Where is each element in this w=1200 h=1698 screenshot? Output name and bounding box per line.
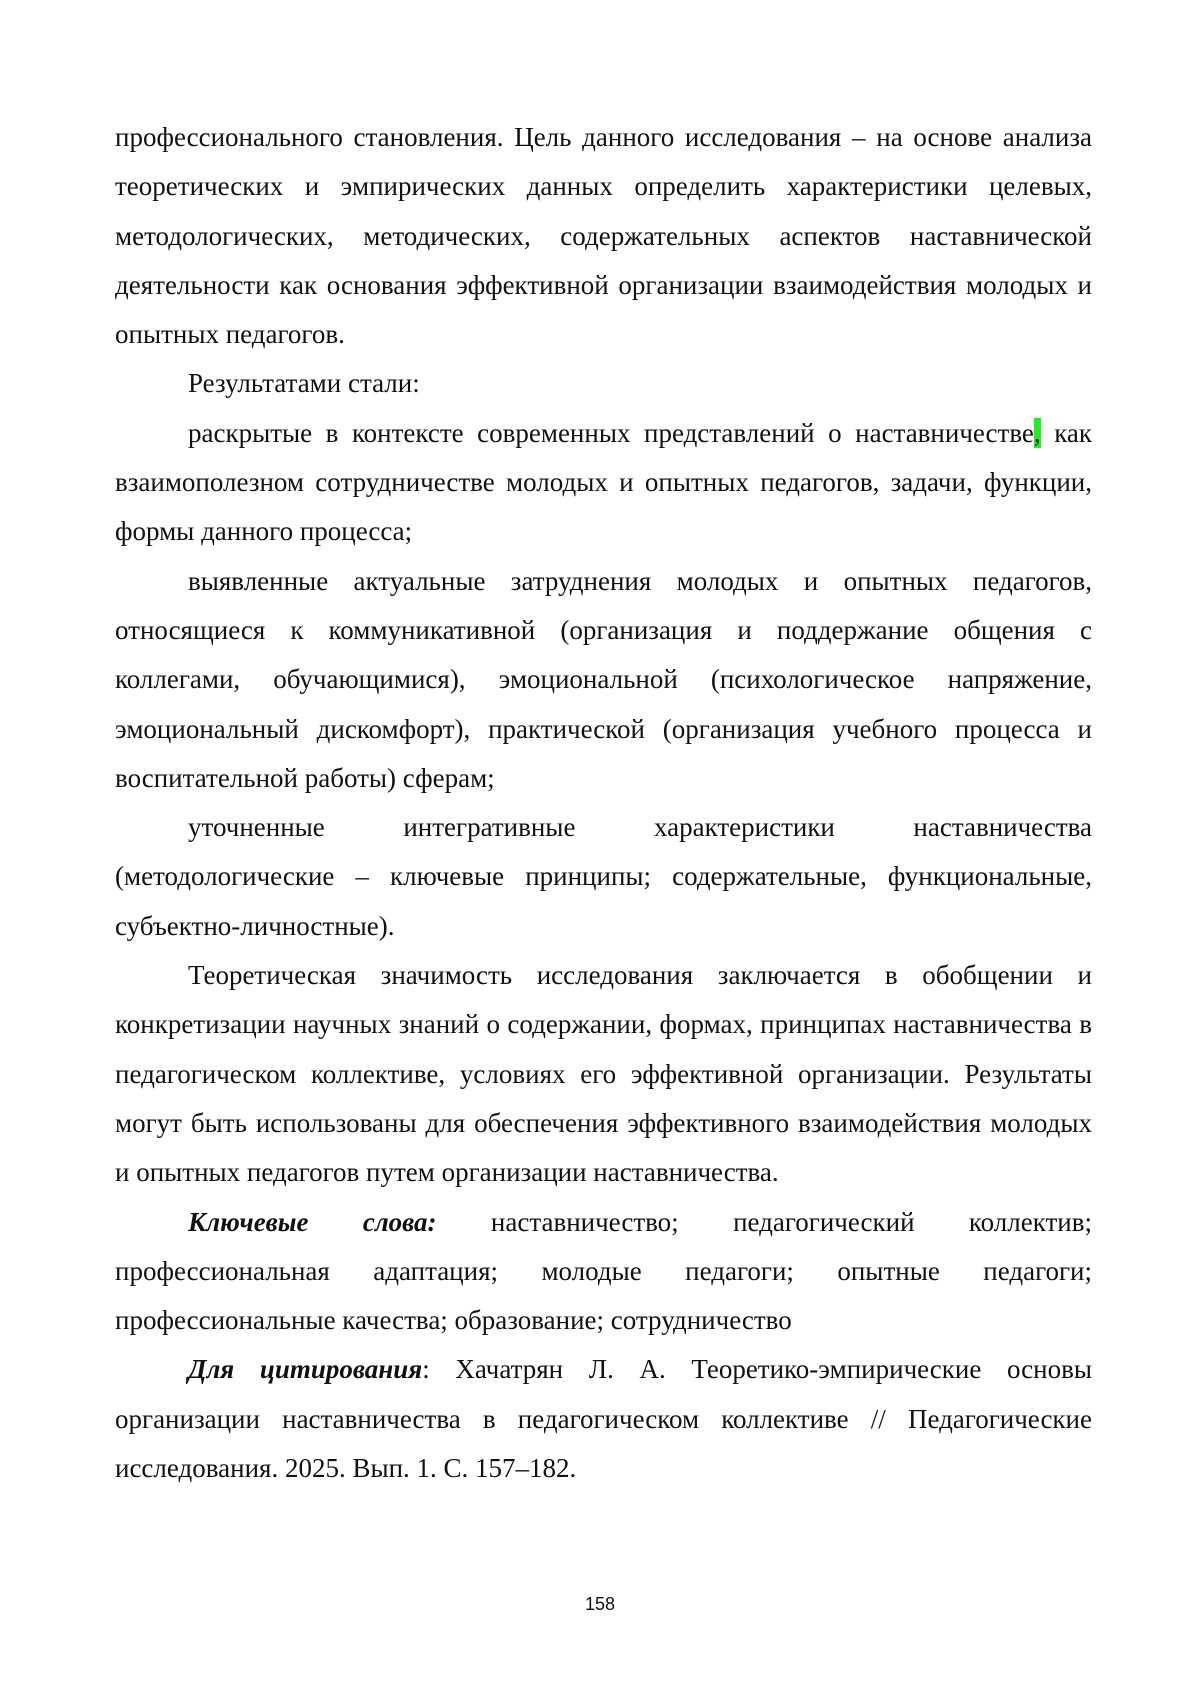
citation-label: Для цитирования bbox=[188, 1354, 423, 1385]
keywords-text: наставничество; педагогический коллектив; профессиональная адаптация; молодые педагоги; опытные педагоги; профессиональные качества; образование; сотрудничество bbox=[115, 1206, 1092, 1336]
intro-paragraph: профессионального становления. Цель данного исследования – на основе анализа теоретических и эмпирических данных определить характеристики целевых, методологических, методических, содержательных аспектов наставнической деятельности как основания эффективной организации взаимодействия молодых и опытных педагогов. bbox=[115, 122, 1092, 350]
document-page bbox=[115, 113, 1092, 1493]
keywords-label: Ключевые слова: bbox=[188, 1206, 437, 1237]
result-item-3: уточненные интегративные характеристики наставничества (методологические – ключевые принципы; содержательные, функциональные, субъектно-личностные). bbox=[115, 812, 1092, 941]
citation-paragraph bbox=[115, 1345, 1092, 1493]
result-item-1 bbox=[115, 409, 1092, 557]
result-item-1-text-end: как взаимополезном сотрудничестве молодых и опытных педагогов, задачи, функции, формы данного процесса; bbox=[115, 417, 1093, 547]
results-heading: Результатами стали: bbox=[188, 368, 420, 399]
significance-paragraph: Теоретическая значимость исследования заключается в обобщении и конкретизации научных знаний о содержании, формах, принципах наставничества в педагогическом коллективе, условиях его эффективной организации. Результаты могут быть использованы для обеспечения эффективного взаимодействия молодых и опытных педагогов путем организации наставничества. bbox=[115, 960, 1092, 1188]
highlighted-comma: , bbox=[1033, 417, 1041, 448]
result-item-1-text-start: раскрытые в контексте современных представлений о наставничестве bbox=[188, 417, 1034, 448]
page-number: 158 bbox=[584, 1594, 616, 1614]
citation-text: : Хачатрян Л. А. Теоретико-эмпирические основы организации наставничества в педагогическом коллективе // Педагогические исследования. 2025. Вып. 1. С. 157–182. bbox=[115, 1354, 1092, 1484]
keywords-paragraph bbox=[115, 1198, 1092, 1346]
result-item-2: выявленные актуальные затруднения молодых и опытных педагогов, относящиеся к коммуникативной (организация и поддержание общения с коллегами, обучающимися), эмоциональной (психологическое напряжение, эмоциональный дискомфорт), практической (организация учебного процесса и воспитательной работы) сферам; bbox=[115, 565, 1092, 793]
